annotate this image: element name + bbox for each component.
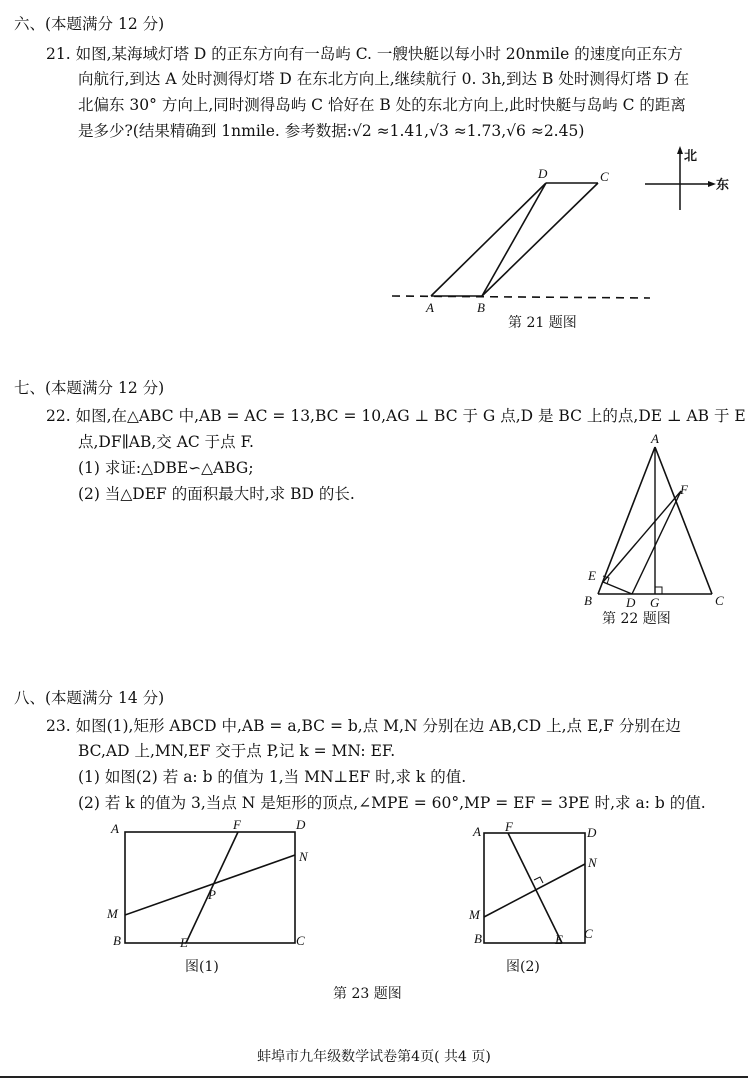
q22-figure-caption: 第 22 题图 xyxy=(602,611,671,627)
q23-fig1-segment-mn xyxy=(125,855,295,915)
q23-figure-1 xyxy=(100,815,330,950)
section-heading-6: 六、(本题满分 12 分) xyxy=(14,15,165,33)
q23-line-1: 23. 如图(1),矩形 ABCD 中,AB = a,BC = b,点 M,N 分别在边 AB,CD 上,点 E,F 分别在边 xyxy=(46,717,681,735)
q23-fig1-label-d: D xyxy=(296,817,306,832)
q23-fig2-label-d: D xyxy=(587,825,597,840)
compass-east-label: 东 xyxy=(716,177,730,192)
q23-fig2-right-angle-icon xyxy=(534,877,543,883)
q22-label-g: G xyxy=(650,595,660,610)
q23-fig2-label-m: M xyxy=(469,907,480,922)
q23-fig2-label-f: F xyxy=(505,819,513,834)
q23-fig2-caption: 图(2) xyxy=(506,959,540,975)
q22-label-f: F xyxy=(680,482,688,497)
q22-right-angle-g-icon xyxy=(655,587,662,594)
q21-label-b: B xyxy=(477,300,485,315)
q23-fig1-label-a: A xyxy=(111,821,119,836)
q22-line-3: (1) 求证:△DBE∽△ABG; xyxy=(78,459,254,477)
q21-segment-bc xyxy=(482,183,598,296)
q23-fig1-label-p: P xyxy=(208,887,216,902)
q23-fig1-caption: 图(1) xyxy=(185,959,219,975)
q23-fig2-segment-mn xyxy=(484,864,585,917)
q21-figure xyxy=(0,140,748,340)
q22-label-a: A xyxy=(651,431,659,446)
q22-label-b: B xyxy=(584,593,592,608)
q23-fig2-label-e: E xyxy=(555,932,563,947)
q23-line-3: (1) 如图(2) 若 a: b 的值为 1,当 MN⊥EF 时,求 k 的值. xyxy=(78,768,467,786)
q23-fig1-label-n: N xyxy=(299,849,308,864)
q21-label-a: A xyxy=(426,300,434,315)
q22-segment-ef xyxy=(603,491,681,582)
q21-segment-ad xyxy=(431,183,546,296)
q22-line-4: (2) 当△DEF 的面积最大时,求 BD 的长. xyxy=(78,485,355,503)
q21-east-line xyxy=(392,296,650,298)
q23-fig1-label-e: E xyxy=(180,935,188,950)
q23-fig1-label-f: F xyxy=(233,817,241,832)
section-heading-8: 八、(本题满分 14 分) xyxy=(14,689,165,707)
q21-line-2: 向航行,到达 A 处时测得灯塔 D 在东北方向上,继续航行 0. 3h,到达 B 处时测得灯塔 D 在 xyxy=(78,70,690,88)
q23-fig1-label-b: B xyxy=(113,933,121,948)
q22-segment-df xyxy=(632,491,681,594)
q22-line-1: 22. 如图,在△ABC 中,AB = AC = 13,BC = 10,AG ⊥ BC 于 G 点,D 是 BC 上的点,DE ⊥ AB 于 E xyxy=(46,407,746,425)
q21-line-1: 21. 如图,某海域灯塔 D 的正东方向有一岛屿 C. 一艘快艇以每小时 20nmile 的速度向正东方 xyxy=(46,45,683,63)
q23-line-4: (2) 若 k 的值为 3,当点 N 是矩形的顶点,∠MPE = 60°,MP = EF = 3PE 时,求 a: b 的值. xyxy=(78,794,706,812)
q21-label-d: D xyxy=(538,166,548,181)
q22-label-d: D xyxy=(626,595,636,610)
q21-figure-caption: 第 21 题图 xyxy=(508,315,577,331)
east-arrow-icon xyxy=(708,181,716,187)
q21-segment-bd xyxy=(482,183,546,296)
q23-figure-2 xyxy=(465,815,615,950)
bottom-rule xyxy=(0,1076,748,1078)
q22-figure xyxy=(560,425,748,615)
north-arrow-icon xyxy=(677,146,683,154)
q22-line-2: 点,DF∥AB,交 AC 于点 F. xyxy=(78,433,254,451)
q23-fig2-label-n: N xyxy=(588,855,597,870)
q23-line-2: BC,AD 上,MN,EF 交于点 P,记 k = MN: EF. xyxy=(78,742,396,760)
q22-segment-ac xyxy=(655,447,712,594)
q21-label-c: C xyxy=(600,169,609,184)
q21-line-3: 北偏东 30° 方向上,同时测得岛屿 C 恰好在 B 处的东北方向上,此时快艇与岛屿 C 的距离 xyxy=(78,96,686,114)
q22-segment-ab xyxy=(598,447,655,594)
section-heading-7: 七、(本题满分 12 分) xyxy=(14,379,165,397)
q23-fig2-label-a: A xyxy=(473,824,481,839)
q23-fig2-label-c: C xyxy=(584,926,593,941)
q22-label-e: E xyxy=(588,568,596,583)
q23-figure-caption: 第 23 题图 xyxy=(333,986,402,1002)
q23-fig2-label-b: B xyxy=(474,931,482,946)
q23-fig2-segment-ef xyxy=(508,833,562,943)
q23-fig1-label-c: C xyxy=(296,933,305,948)
q23-fig1-label-m: M xyxy=(107,906,118,921)
q21-line-4: 是多少?(结果精确到 1nmile. 参考数据:√2 ≈1.41,√3 ≈1.73,√6 ≈2.45) xyxy=(78,122,585,140)
compass-north-label: 北 xyxy=(684,148,698,163)
page-footer: 蚌埠市九年级数学试卷第4页( 共4 页) xyxy=(257,1049,491,1065)
q22-label-c: C xyxy=(715,593,724,608)
